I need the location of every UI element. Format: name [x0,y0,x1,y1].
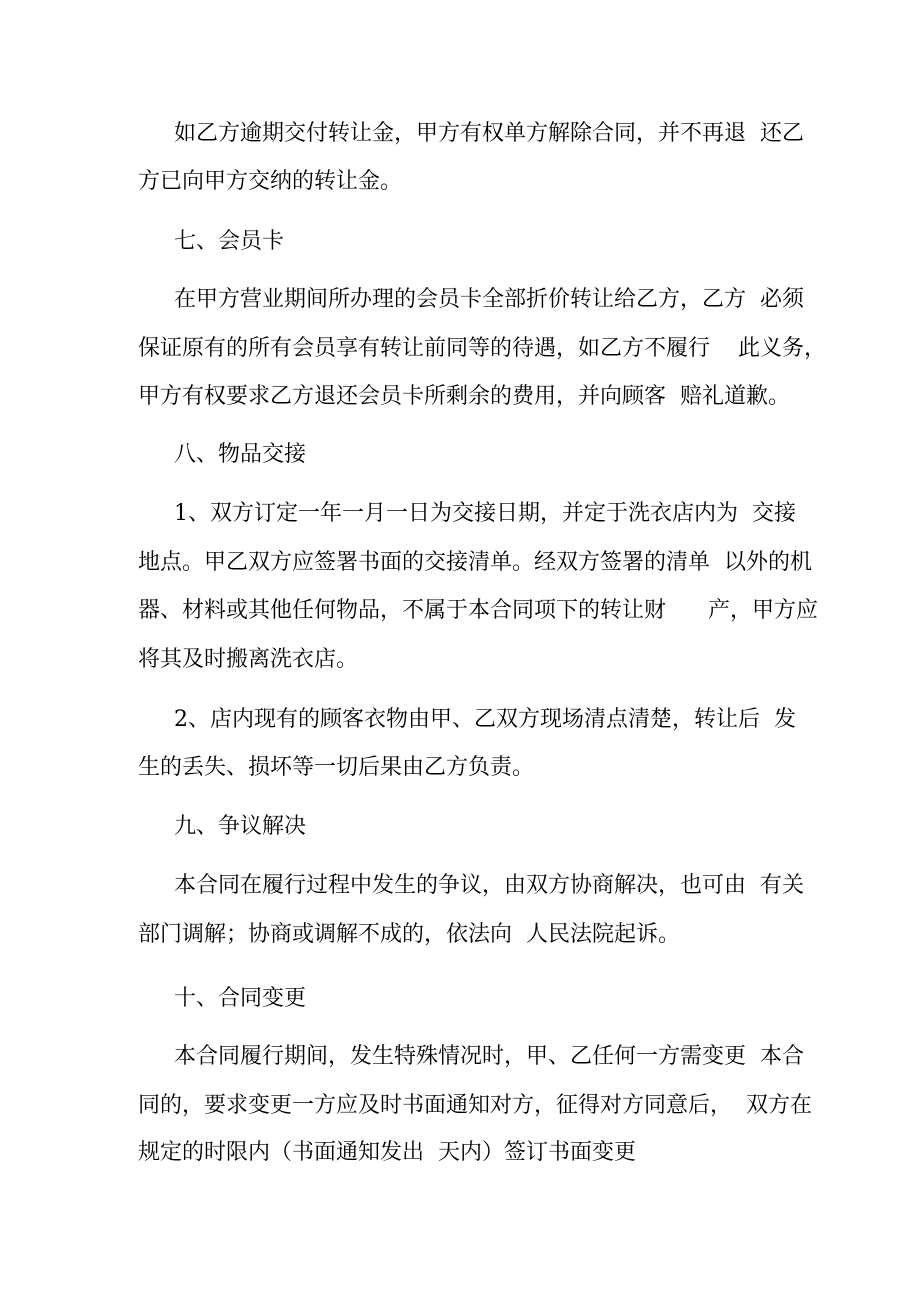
paragraph-4-line-3: 将其及时搬离洗衣店。 [138,647,359,672]
section-heading-item-handover: 八、物品交接 [174,442,307,467]
paragraph-7-line-0: 本合同在履行过程中发生的争议，由双方协商解决，也可由 有关 [174,873,804,898]
paragraph-5-line-0: 2、店内现有的顾客衣物由甲、乙双方现场清点清楚，转让后 发 [174,707,796,732]
paragraph-0-line-1: 方已向甲方交纳的转让金。 [138,169,403,194]
paragraph-2-line-2: 甲方有权要求乙方退还会员卡所剩余的费用，并向顾客 赔礼道歉。 [138,384,790,409]
paragraph-9-line-2: 规定的时限内（书面通知发出 天内）签订书面变更 [138,1140,636,1165]
paragraph-0-line-0: 如乙方逾期交付转让金，甲方有权单方解除合同，并不再退 还乙 [174,121,804,146]
paragraph-9-line-1: 同的，要求变更一方应及时书面通知对方，征得对方同意后， 双方在 [138,1093,812,1118]
section-heading-dispute-resolution: 九、争议解决 [174,814,307,839]
section-heading-contract-change: 十、合同变更 [174,986,307,1011]
paragraph-9-line-0: 本合同履行期间，发生特殊情况时，甲、乙任何一方需变更 本合 [174,1044,804,1069]
paragraph-4-line-0: 1、双方订定一年一月一日为交接日期，并定于洗衣店内为 交接 [174,501,796,526]
paragraph-2-line-1: 保证原有的所有会员享有转让前同等的待遇，如乙方不履行 此义务， [138,336,826,361]
paragraph-5-line-1: 生的丢失、损坏等一切后果由乙方负责。 [138,755,535,780]
paragraph-4-line-2: 器、材料或其他任何物品，不属于本合同项下的转让财 产，甲方应 [138,598,818,623]
paragraph-7-line-1: 部门调解；协商或调解不成的，依法向 人民法院起诉。 [138,922,680,947]
section-heading-membership-card: 七、会员卡 [174,229,285,254]
paragraph-2-line-0: 在甲方营业期间所办理的会员卡全部折价转让给乙方，乙方 必须 [174,287,804,312]
paragraph-4-line-1: 地点。甲乙双方应签署书面的交接清单。经双方签署的清单 以外的机 [138,550,812,575]
